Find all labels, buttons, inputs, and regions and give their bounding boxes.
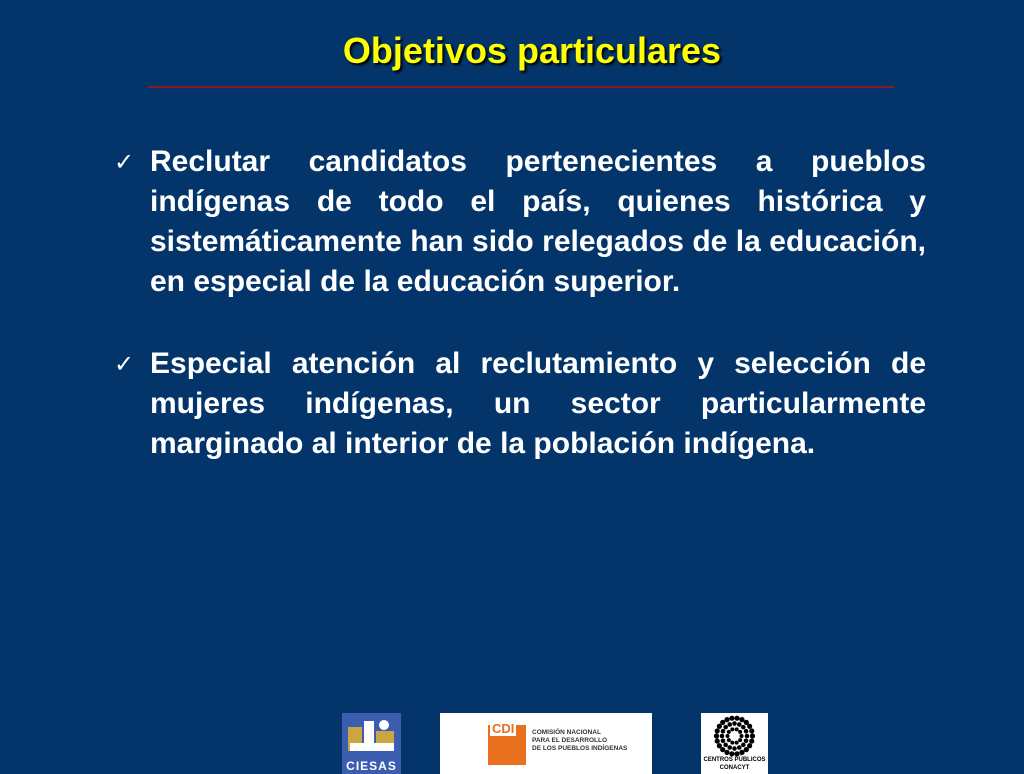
conacyt-emblem-icon xyxy=(701,713,768,759)
conacyt-line1: CENTROS PÚBLICOS xyxy=(703,757,766,763)
cdi-logo xyxy=(440,713,652,774)
check-icon: ✓ xyxy=(114,148,135,176)
conacyt-line2: CONACYT xyxy=(719,765,750,771)
cdi-mark-label: CDI xyxy=(492,721,515,736)
bullet-text: Especial atención al reclutamiento y selección de mujeres indígenas, un sector particularmente marginado al interior de la población indígena. xyxy=(150,347,926,460)
ciesas-logo xyxy=(342,713,401,774)
logo-strip xyxy=(0,713,1024,774)
bullet-list xyxy=(114,142,926,464)
check-icon: ✓ xyxy=(114,350,135,378)
ciesas-label: CIESAS xyxy=(346,759,397,773)
title-divider xyxy=(148,86,894,88)
bullet-item xyxy=(114,142,926,302)
conacyt-logo xyxy=(701,713,768,774)
cdi-name: COMISIÓN NACIONAL PARA EL DESARROLLO DE LOS PUEBLOS INDÍGENAS xyxy=(532,729,628,752)
bullet-text: Reclutar candidatos pertenecientes a pueblos indígenas de todo el país, quienes histórica y sistemáticamente han sido relegados de la educación, en especial de la educación superior. xyxy=(150,145,926,298)
bullet-item xyxy=(114,344,926,464)
page-title: Objetivos particulares xyxy=(342,30,722,71)
